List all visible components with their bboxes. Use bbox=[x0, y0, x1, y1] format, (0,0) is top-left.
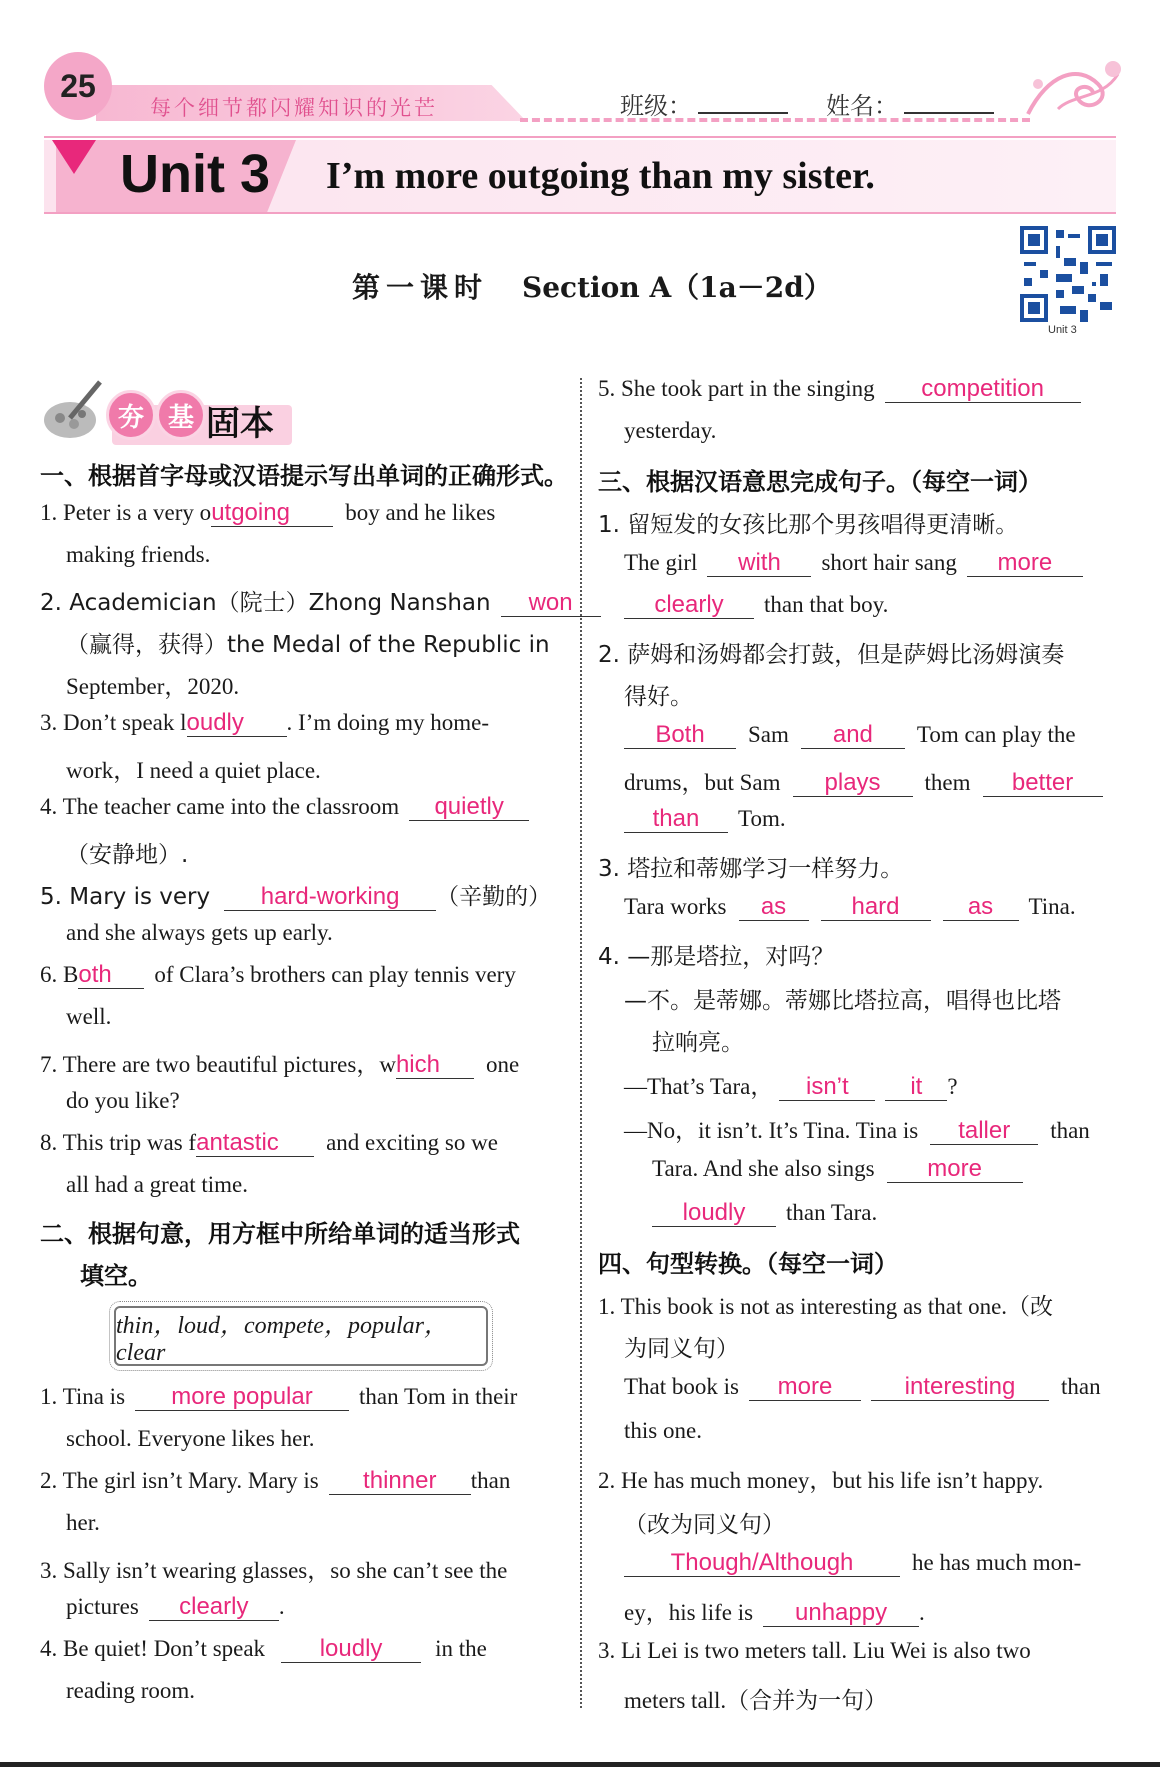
answer-blank[interactable]: clearly bbox=[149, 1594, 279, 1621]
p3-q2-line2: drums，but Sam plays them better bbox=[624, 764, 1103, 797]
part2-title-2: 填空。 bbox=[80, 1262, 152, 1290]
p4-q1-line2: 为同义句） bbox=[624, 1336, 739, 1362]
answer-blank[interactable]: antastic bbox=[196, 1130, 314, 1157]
answer-blank[interactable]: unhappy bbox=[763, 1600, 919, 1627]
answer-blank[interactable]: as bbox=[739, 894, 809, 921]
p1-q4-line2: （安静地）. bbox=[66, 842, 189, 868]
p2-q4-line2: reading room. bbox=[66, 1678, 196, 1703]
answer-blank[interactable]: won bbox=[501, 590, 601, 617]
p1-q7-line2: do you like? bbox=[66, 1088, 180, 1113]
answer-blank[interactable]: with bbox=[707, 550, 811, 577]
p4-q2-line4: ey，his life is unhappy . bbox=[624, 1599, 925, 1626]
p2-q4-line1: 4. Be quiet! Don’t speak loudly in the bbox=[40, 1635, 487, 1662]
answer-blank[interactable]: Though/Although bbox=[624, 1550, 900, 1577]
p1-q5-line1: 5. Mary is very hard-working （辛勤的） bbox=[40, 883, 552, 910]
p3-q2-cn: 2. 萨姆和汤姆都会打鼓，但是萨姆比汤姆演奏 bbox=[598, 642, 1065, 668]
p1-q7-line1: 7. There are two beautiful pictures，which one bbox=[40, 1051, 520, 1078]
answer-blank[interactable]: thinner bbox=[329, 1468, 471, 1495]
page-number-badge: 25 bbox=[44, 52, 112, 120]
lesson-cn: 第一课时 bbox=[352, 271, 489, 304]
p2-q1-line1: 1. Tina is more popular than Tom in their bbox=[40, 1383, 518, 1410]
answer-blank[interactable]: loudly bbox=[281, 1636, 421, 1663]
p1-q6-line2: well. bbox=[66, 1004, 112, 1029]
answer-blank[interactable]: clearly bbox=[624, 592, 754, 619]
p4-q1-line3: That book is more interesting than bbox=[624, 1373, 1101, 1400]
p1-q2-line3: September，2020. bbox=[66, 674, 240, 699]
p1-q1-line1: 1. Peter is a very outgoing boy and he likes bbox=[40, 499, 496, 526]
p1-q5-line2: and she always gets up early. bbox=[66, 920, 333, 945]
word-box: thin，loud，compete，popular，clear bbox=[114, 1306, 488, 1366]
p1-q1-line2: making friends. bbox=[66, 542, 211, 567]
answer-blank[interactable]: plays bbox=[793, 770, 913, 797]
p1-q8-line1: 8. This trip was fantastic and exciting so we bbox=[40, 1129, 498, 1156]
floral-ornament-icon bbox=[1018, 54, 1128, 124]
p1-q8-line2: all had a great time. bbox=[66, 1172, 249, 1197]
part4-title: 四、句型转换。（每空一词） bbox=[598, 1250, 898, 1278]
lesson-en: Section A（1a－2d） bbox=[522, 271, 832, 304]
p3-q4-line3: Tara. And she also sings more bbox=[652, 1156, 1023, 1183]
p1-q2-line2: （赢得，获得）the Medal of the Republic in bbox=[66, 632, 550, 658]
p3-q1-line2: clearly than that boy. bbox=[624, 592, 888, 619]
p4-q2-line1: 2. He has much money，but his life isn’t happy. bbox=[598, 1468, 1044, 1493]
answer-blank[interactable]: isn’t bbox=[779, 1074, 875, 1101]
name-label: 姓名： bbox=[826, 92, 898, 120]
answer-blank[interactable]: better bbox=[983, 770, 1103, 797]
answer-blank[interactable]: utgoing bbox=[211, 500, 333, 527]
palette-brush-icon bbox=[40, 378, 108, 442]
brand-char-1: 夯 bbox=[106, 390, 156, 440]
p3-q1-cn: 1. 留短发的女孩比那个男孩唱得更清晰。 bbox=[598, 512, 1019, 538]
triangle-marker-icon bbox=[52, 140, 96, 174]
unit-label: Unit 3 bbox=[120, 144, 271, 204]
p3-q1-line1: The girl with short hair sang more bbox=[624, 550, 1083, 577]
brand-rest: 固本 bbox=[206, 404, 274, 444]
p4-q2-line3: Though/Although he has much mon- bbox=[624, 1550, 1081, 1577]
bottom-bar bbox=[0, 1762, 1160, 1767]
p2-q3-line1: 3. Sally isn’t wearing glasses，so she can’t see the bbox=[40, 1558, 508, 1583]
answer-blank[interactable]: quietly bbox=[409, 794, 529, 821]
answer-blank[interactable]: hich bbox=[396, 1052, 474, 1079]
qr-caption: Unit 3 bbox=[1048, 324, 1077, 336]
dashed-divider bbox=[520, 118, 1030, 122]
answer-blank[interactable]: Both bbox=[624, 722, 736, 749]
answer-blank[interactable]: it bbox=[885, 1074, 947, 1101]
unit-title: I’m more outgoing than my sister. bbox=[326, 155, 875, 197]
answer-blank[interactable]: oudly bbox=[187, 710, 287, 737]
brand-char-2: 基 bbox=[156, 390, 206, 440]
p3-q4-cn2: —不。是蒂娜。蒂娜比塔拉高，唱得也比塔 bbox=[624, 988, 1061, 1014]
p3-q4-cn: 4. —那是塔拉，对吗？ bbox=[598, 944, 835, 970]
answer-blank[interactable]: taller bbox=[930, 1118, 1038, 1145]
bottom-rule bbox=[44, 212, 1116, 214]
p1-q3-line2: work，I need a quiet place. bbox=[66, 758, 321, 783]
answer-blank[interactable]: more bbox=[967, 550, 1083, 577]
answer-blank[interactable]: interesting bbox=[871, 1374, 1049, 1401]
answer-blank[interactable]: and bbox=[801, 722, 905, 749]
answer-blank[interactable]: more popular bbox=[135, 1384, 349, 1411]
p3-q2-line3: than Tom. bbox=[624, 806, 786, 833]
p1-q4-line1: 4. The teacher came into the classroom quietly bbox=[40, 794, 529, 821]
p3-q4-cn3: 拉响亮。 bbox=[652, 1030, 744, 1056]
p2-q1-line2: school. Everyone likes her. bbox=[66, 1426, 315, 1451]
lesson-heading bbox=[352, 266, 832, 306]
answer-blank[interactable]: loudly bbox=[652, 1200, 776, 1227]
class-label: 班级： bbox=[620, 92, 692, 120]
p3-q4-line2: —No，it isn’t. It’s Tina. Tina is taller than bbox=[624, 1117, 1090, 1144]
slogan: 每个细节都闪耀知识的光芒 bbox=[150, 96, 438, 120]
part1-title: 一、根据首字母或汉语提示写出单词的正确形式。 bbox=[40, 462, 568, 490]
p3-q4-line4: loudly than Tara. bbox=[652, 1200, 877, 1227]
p4-q3-line2: meters tall.（合并为一句） bbox=[624, 1688, 888, 1713]
p4-q1-line1: 1. This book is not as interesting as that one.（改 bbox=[598, 1294, 1054, 1319]
answer-blank[interactable]: hard bbox=[821, 894, 931, 921]
p2-q2-line2: her. bbox=[66, 1510, 100, 1535]
p1-q2-line1: 2. Academician（院士）Zhong Nanshan won bbox=[40, 584, 601, 617]
p3-q2-cn2: 得好。 bbox=[624, 684, 693, 710]
class-blank[interactable] bbox=[698, 112, 788, 114]
top-rule bbox=[44, 136, 1116, 138]
p4-q1-line4: this one. bbox=[624, 1418, 702, 1443]
p2-q3-line2: pictures clearly . bbox=[66, 1593, 285, 1620]
answer-blank[interactable]: oth bbox=[78, 962, 144, 989]
part2-title: 二、根据句意，用方框中所给单词的适当形式 bbox=[40, 1220, 520, 1248]
answer-blank[interactable]: competition bbox=[885, 376, 1081, 403]
p2-q5-line2: yesterday. bbox=[624, 418, 717, 443]
qr-code-icon[interactable] bbox=[1020, 226, 1116, 322]
answer-blank[interactable]: as bbox=[943, 894, 1019, 921]
answer-blank[interactable]: than bbox=[624, 806, 728, 833]
answer-blank[interactable]: hard-working bbox=[224, 884, 436, 911]
p4-q2-line2: （改为同义句） bbox=[624, 1512, 785, 1538]
column-divider bbox=[580, 378, 582, 1708]
p3-q3-line1: Tara works as hard as Tina. bbox=[624, 893, 1076, 920]
p1-q3-line1: 3. Don’t speak loudly . I’m doing my home- bbox=[40, 709, 490, 736]
answer-blank[interactable]: more bbox=[887, 1156, 1023, 1183]
p2-q5-line1: 5. She took part in the singing competition bbox=[598, 376, 1081, 403]
p3-q3-cn: 3. 塔拉和蒂娜学习一样努力。 bbox=[598, 856, 904, 882]
p1-q6-line1: 6. Both of Clara’s brothers can play tennis very bbox=[40, 961, 516, 988]
answer-blank[interactable]: more bbox=[749, 1374, 861, 1401]
name-blank[interactable] bbox=[904, 112, 994, 114]
p3-q4-line1: —That’s Tara， isn’t it ? bbox=[624, 1073, 958, 1100]
part3-title: 三、根据汉语意思完成句子。（每空一词） bbox=[598, 468, 1042, 496]
p3-q2-line1: Both Sam and Tom can play the bbox=[624, 722, 1076, 749]
p2-q2-line1: 2. The girl isn’t Mary. Mary is thinner than bbox=[40, 1467, 511, 1494]
p4-q3-line1: 3. Li Lei is two meters tall. Liu Wei is also two bbox=[598, 1638, 1031, 1663]
